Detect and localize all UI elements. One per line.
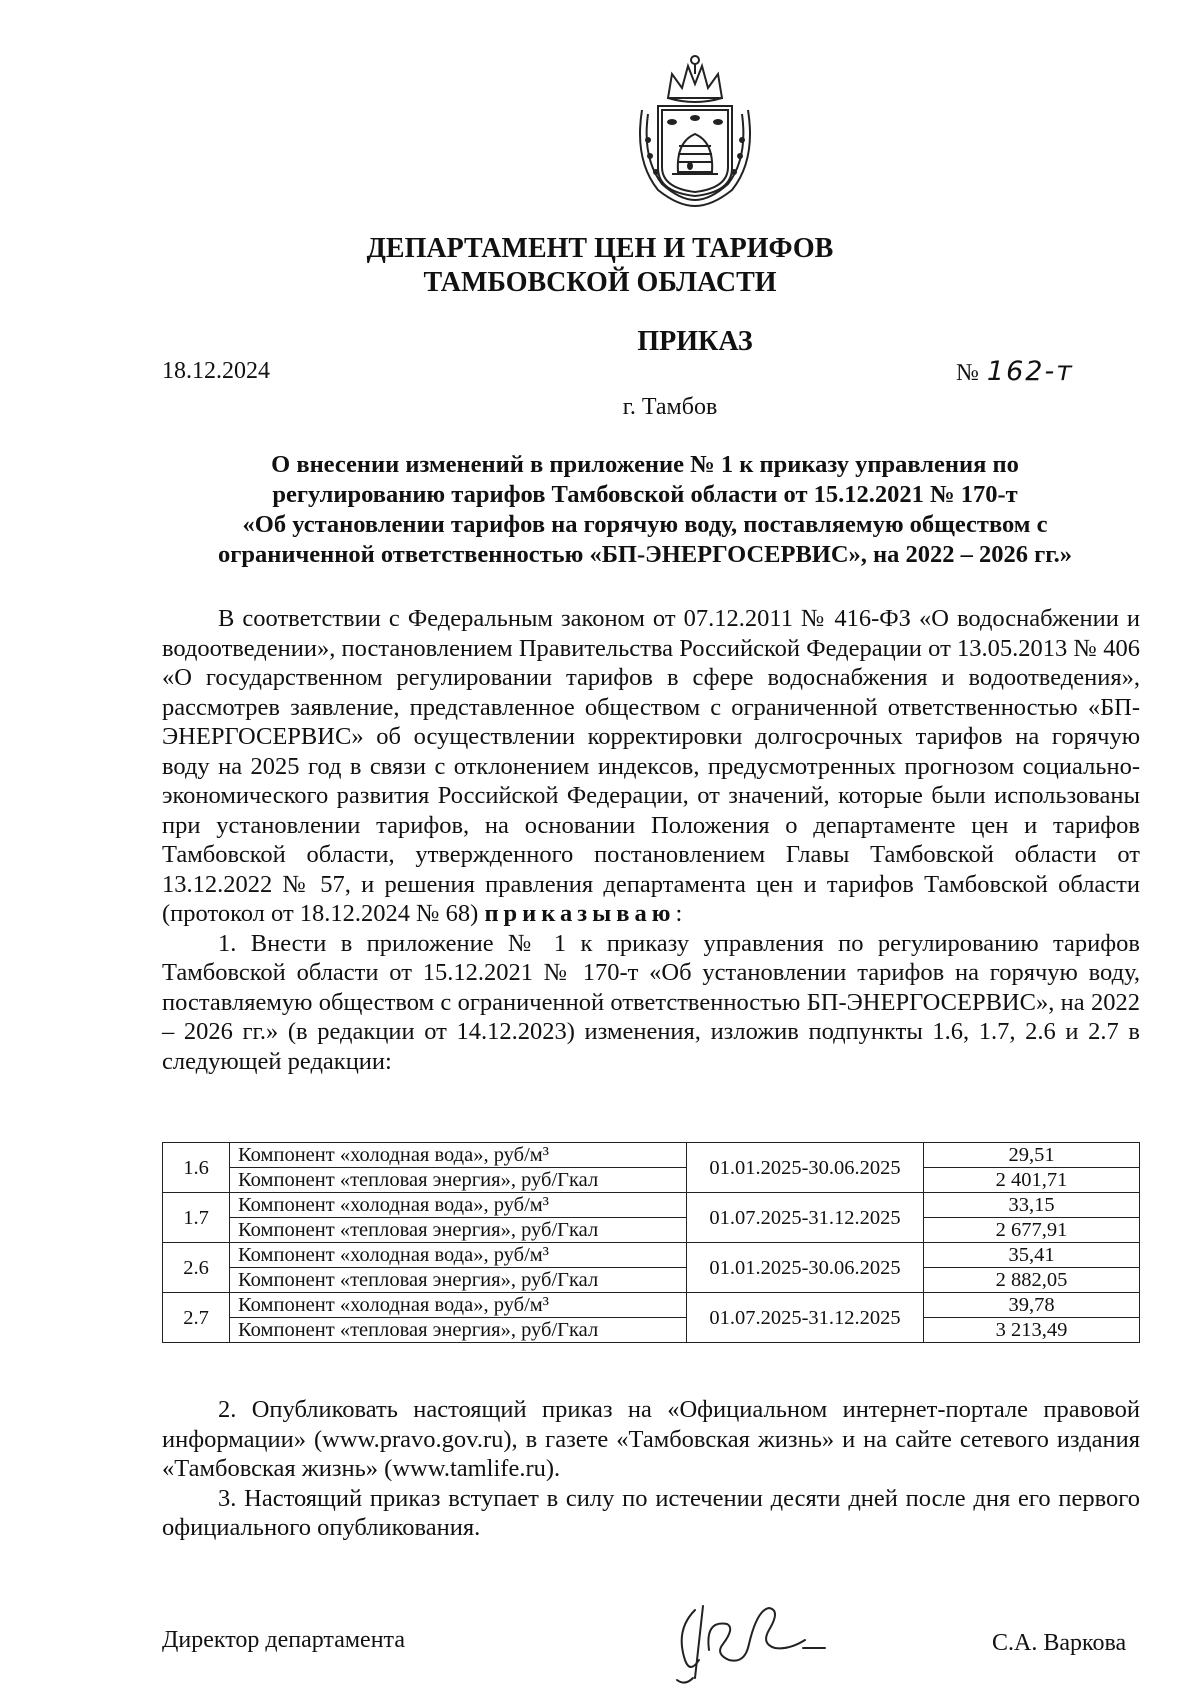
body-text-upper <box>162 604 1140 1076</box>
table-row <box>163 1168 1140 1193</box>
component-cold-water: Компонент «холодная вода», руб/м³ <box>230 1293 687 1318</box>
row-number: 2.6 <box>163 1243 230 1293</box>
heat-energy-value: 2 882,05 <box>924 1268 1140 1293</box>
item-3-paragraph: 3. Настоящий приказ вступает в силу по истечении десяти дней после дня его первого официального опубликования. <box>162 1484 1140 1541</box>
order-word: приказываю <box>484 900 676 927</box>
number-prefix: № <box>956 360 979 386</box>
period: 01.01.2025-30.06.2025 <box>687 1143 924 1193</box>
tariff-table <box>162 1142 1140 1343</box>
table-row <box>163 1268 1140 1293</box>
table-row <box>163 1293 1140 1318</box>
department-name <box>0 232 1200 300</box>
heat-energy-value: 2 401,71 <box>924 1168 1140 1193</box>
component-heat-energy: Компонент «тепловая энергия», руб/Гкал <box>230 1268 687 1293</box>
subject-line-4: ограниченной ответственностью «БП-ЭНЕРГОСЕРВИС», на 2022 – 2026 гг.» <box>217 541 1073 568</box>
department-line-2: ТАМБОВСКОЙ ОБЛАСТИ <box>423 267 777 298</box>
handwritten-signature <box>665 1590 835 1690</box>
order-colon: : <box>675 900 683 927</box>
body-text-lower <box>162 1395 1140 1543</box>
cold-water-value: 35,41 <box>924 1243 1140 1268</box>
component-cold-water: Компонент «холодная вода», руб/м³ <box>230 1193 687 1218</box>
table-row <box>163 1193 1140 1218</box>
tariff-table-body <box>163 1143 1140 1343</box>
cold-water-value: 39,78 <box>924 1293 1140 1318</box>
period: 01.07.2025-31.12.2025 <box>687 1293 924 1343</box>
table-row <box>163 1318 1140 1343</box>
component-heat-energy: Компонент «тепловая энергия», руб/Гкал <box>230 1318 687 1343</box>
subject-line-3: «Об установлении тарифов на горячую воду, поставляемую обществом с <box>242 511 1048 538</box>
coat-of-arms-emblem <box>628 50 762 208</box>
component-cold-water: Компонент «холодная вода», руб/м³ <box>230 1243 687 1268</box>
component-cold-water: Компонент «холодная вода», руб/м³ <box>230 1143 687 1168</box>
document-date: 18.12.2024 <box>162 358 270 384</box>
cold-water-value: 29,51 <box>924 1143 1140 1168</box>
intro-paragraph <box>162 604 1140 929</box>
item-2-paragraph: 2. Опубликовать настоящий приказ на «Официальном интернет-портале правовой информации» (www.pravo.gov.ru), в газете «Тамбовская жизнь» и на сайте сетевого издания «Тамбовская жизнь» (www.tamlife.ru). <box>162 1396 1140 1482</box>
component-heat-energy: Компонент «тепловая энергия», руб/Гкал <box>230 1218 687 1243</box>
document-number <box>956 356 1074 387</box>
subject-line-1: О внесении изменений в приложение № 1 к приказу управления по <box>271 451 1019 478</box>
number-value: 162-т <box>986 356 1074 387</box>
component-heat-energy: Компонент «тепловая энергия», руб/Гкал <box>230 1168 687 1193</box>
document-type: ПРИКАЗ <box>637 326 753 357</box>
table-row <box>163 1143 1140 1168</box>
heat-energy-value: 3 213,49 <box>924 1318 1140 1343</box>
subject-line-2: регулированию тарифов Тамбовской области от 15.12.2021 № 170-т <box>272 481 1018 508</box>
period: 01.01.2025-30.06.2025 <box>687 1243 924 1293</box>
department-line-1: ДЕПАРТАМЕНТ ЦЕН И ТАРИФОВ <box>366 233 834 264</box>
heat-energy-value: 2 677,91 <box>924 1218 1140 1243</box>
row-number: 1.7 <box>163 1193 230 1243</box>
row-number: 2.7 <box>163 1293 230 1343</box>
table-row <box>163 1243 1140 1268</box>
document-subject <box>140 450 1150 570</box>
period: 01.07.2025-31.12.2025 <box>687 1193 924 1243</box>
item-1-paragraph: 1. Внести в приложение № 1 к приказу управления по регулированию тарифов Тамбовской области от 15.12.2021 № 170-т «Об установлении тарифов на горячую воду, поставляемую обществом с ограниченной ответственностью БП-ЭНЕРГОСЕРВИС», на 2022 – 2026 гг.» (в редакции от 14.12.2023) изменения, изложив подпункты 1.6, 1.7, 2.6 и 2.7 в следующей редакции: <box>162 929 1140 1075</box>
signatory-name: С.А. Варкова <box>992 1630 1127 1656</box>
row-number: 1.6 <box>163 1143 230 1193</box>
cold-water-value: 33,15 <box>924 1193 1140 1218</box>
city: г. Тамбов <box>622 394 718 420</box>
intro-text: В соответствии с Федеральным законом от 07.12.2011 № 416-ФЗ «О водоснабжении и водоотведении», постановлением Правительства Российской Федерации от 13.05.2013 № 406 «О государственном регулировании тарифов в сфере водоснабжения и водоотведения», рассмотрев заявление, представленное обществом с ограниченной ответственностью «БП-ЭНЕРГОСЕРВИС» об осуществлении корректировки долгосрочных тарифов на горячую воду на 2025 год в связи с отклонением индексов, предусмотренных прогнозом социально-экономического развития Российской Федерации, от значений, которые были использованы при установлении тарифов, на основании Положения о департаменте цен и тарифов Тамбовской области, утвержденного постановлением Главы Тамбовской области от 13.12.2022 № 57, и решения правления департамента цен и тарифов Тамбовской области (протокол от 18.12.2024 № 68) <box>162 605 1140 927</box>
table-row <box>163 1218 1140 1243</box>
signatory-position: Директор департамента <box>162 1627 405 1653</box>
